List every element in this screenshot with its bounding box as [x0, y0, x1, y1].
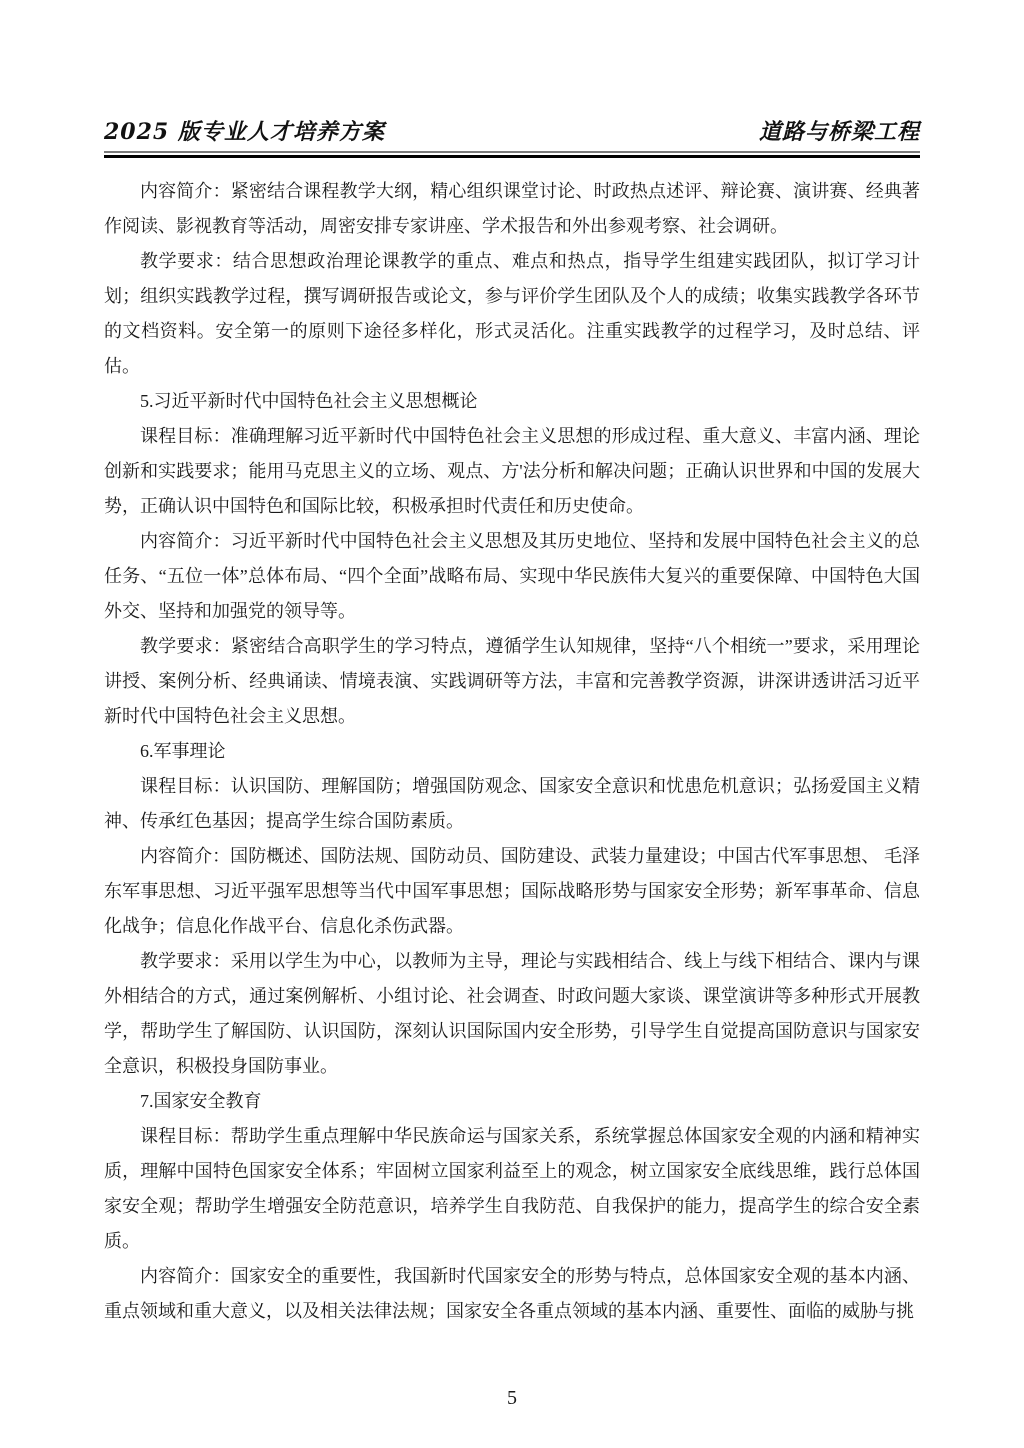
section-heading: 5.习近平新时代中国特色社会主义思想概论 [140, 391, 478, 411]
paragraph: 内容简介：习近平新时代中国特色社会主义思想及其历史地位、坚持和发展中国特色社会主义的总任务、“五位一体”总体布局、“四个全面”战略布局、实现中华民族伟大复兴的重要保障、中国特色大国外交、坚持和加强党的领导等。 [104, 531, 920, 621]
paragraph: 课程目标：帮助学生重点理解中华民族命运与国家关系，系统掌握总体国家安全观的内涵和精神实质，理解中国特色国家安全体系；牢固树立国家利益至上的观念，树立国家安全底线思维，践行总体国家安全观；帮助学生增强安全防范意识，培养学生自我防范、自我保护的能力，提高学生的综合安全素质。 [104, 1126, 920, 1251]
section-heading: 7.国家安全教育 [140, 1091, 262, 1111]
paragraph: 内容简介：国防概述、国防法规、国防动员、国防建设、武装力量建设；中国古代军事思想、 毛泽东军事思想、习近平强军思想等当代中国军事思想；国际战略形势与国家安全形势；新军事革命、信息化战争；信息化作战平台、信息化杀伤武器。 [104, 846, 920, 936]
header-program-name: 道路与桥梁工程 [758, 119, 920, 145]
paragraph: 教学要求：紧密结合高职学生的学习特点，遵循学生认知规律，坚持“八个相统一”要求，采用理论讲授、案例分析、经典诵读、情境表演、实践调研等方法，丰富和完善教学资源，讲深讲透讲活习近平新时代中国特色社会主义思想。 [104, 636, 920, 726]
paragraph: 教学要求：结合思想政治理论课教学的重点、难点和热点，指导学生组建实践团队，拟订学习计划；组织实践教学过程，撰写调研报告或论文，参与评价学生团队及个人的成绩；收集实践教学各环节的文档资料。安全第一的原则下途径多样化，形式灵活化。注重实践教学的过程学习，及时总结、评估。 [104, 251, 920, 376]
paragraph: 内容简介：国家安全的重要性，我国新时代国家安全的形势与特点，总体国家安全观的基本内涵、重点领域和重大意义，以及相关法律法规；国家安全各重点领域的基本内涵、重要性、面临的威胁与挑 [104, 1266, 920, 1321]
section-heading: 6.军事理论 [140, 741, 226, 761]
header-divider-rule [104, 151, 920, 158]
paragraph: 内容简介：紧密结合课程教学大纲，精心组织课堂讨论、时政热点述评、辩论赛、演讲赛、经典著作阅读、影视教育等活动，周密安排专家讲座、学术报告和外出参观考察、社会调研。 [104, 181, 920, 236]
paragraph: 课程目标：认识国防、理解国防；增强国防观念、国家安全意识和忧患危机意识；弘扬爱国主义精神、传承红色基因；提高学生综合国防素质。 [104, 776, 920, 831]
document-body [104, 174, 920, 1329]
page-number: 5 [507, 1387, 517, 1409]
paragraph: 课程目标：准确理解习近平新时代中国特色社会主义思想的形成过程、重大意义、丰富内涵、理论创新和实践要求；能用马克思主义的立场、观点、方'法分析和解决问题；正确认识世界和中国的发展大势，正确认识中国特色和国际比较，积极承担时代责任和历史使命。 [104, 426, 920, 516]
page-header [104, 118, 920, 146]
header-document-title: 2025 版专业人才培养方案 [104, 119, 385, 145]
paragraph: 教学要求：采用以学生为中心，以教师为主导，理论与实践相结合、线上与线下相结合、课内与课外相结合的方式，通过案例解析、小组讨论、社会调查、时政问题大家谈、课堂演讲等多种形式开展教学，帮助学生了解国防、认识国防，深刻认识国际国内安全形势，引导学生自觉提高国防意识与国家安全意识，积极投身国防事业。 [104, 951, 920, 1076]
page-footer [0, 1387, 1024, 1410]
